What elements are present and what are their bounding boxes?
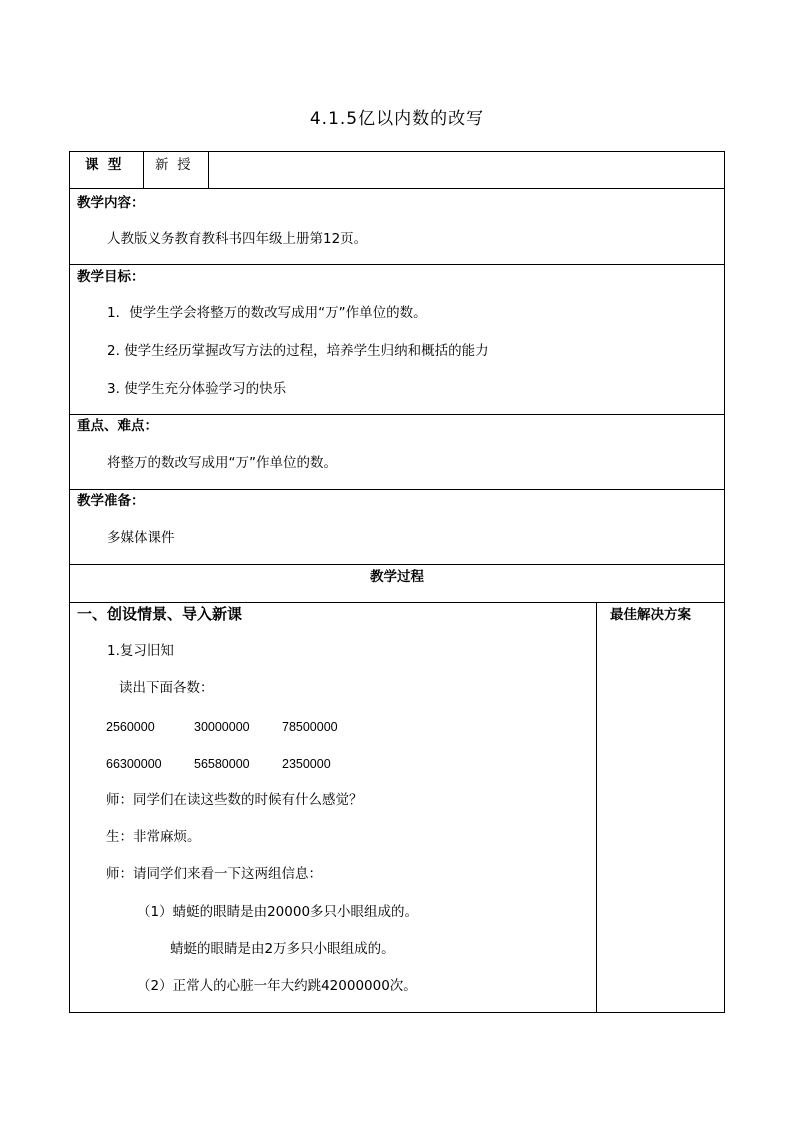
lesson-type-value: 新 授: [155, 157, 191, 173]
keypoints-heading: 重点、难点：: [77, 418, 158, 434]
goals-heading: 教学目标：: [77, 269, 145, 285]
process-heading: 教学过程: [370, 569, 424, 585]
table-border-top: [69, 151, 725, 152]
cell-divider: [143, 151, 144, 188]
section-title: 一、创设情景、导入新课: [77, 605, 243, 623]
goal-item: 2. 使学生经历掌握改写方法的过程，培养学生归纳和概括的能力: [107, 343, 489, 359]
number-item: 2350000: [282, 757, 331, 771]
prep-text: 多媒体课件: [107, 530, 175, 546]
row-divider: [69, 414, 725, 415]
goal-item: 3. 使学生充分体验学习的快乐: [107, 381, 287, 397]
number-item: 30000000: [194, 720, 250, 734]
column-divider: [596, 602, 597, 1013]
student-answer: 生：非常麻烦。: [106, 829, 201, 845]
cell-divider: [208, 151, 209, 188]
read-prompt: 读出下面各数：: [119, 680, 214, 696]
lesson-plan-table: [69, 151, 725, 1013]
number-item: 2560000: [106, 720, 155, 734]
side-heading: 最佳解决方案: [610, 607, 691, 623]
number-item: 78500000: [282, 720, 338, 734]
info-line: （2）正常人的心脏一年大约跳42000000次。: [137, 978, 417, 994]
keypoints-text: 将整万的数改写成用“万”作单位的数。: [107, 455, 337, 471]
lesson-type-label: 课 型: [85, 157, 122, 173]
teacher-question: 师：同学们在读这些数的时候有什么感觉？: [106, 792, 363, 808]
number-item: 56580000: [194, 757, 250, 771]
document-title: 4.1.5亿以内数的改写: [309, 109, 485, 129]
row-divider: [69, 602, 725, 603]
row-divider: [69, 564, 725, 565]
info-line: 蜻蜓的眼睛是由2万多只小眼组成的。: [170, 941, 395, 957]
info-line: （1）蜻蜓的眼睛是由20000多只小眼组成的。: [137, 904, 419, 920]
prep-heading: 教学准备：: [77, 493, 145, 509]
table-border-bottom: [69, 1012, 725, 1013]
row-divider: [69, 188, 725, 189]
review-label: 1.复习旧知: [107, 643, 174, 659]
teacher-question: 师：请同学们来看一下这两组信息：: [106, 866, 322, 882]
goal-item: 1．使学生学会将整万的数改写成用“万”作单位的数。: [107, 305, 427, 321]
row-divider: [69, 264, 725, 265]
content-heading: 教学内容：: [77, 195, 145, 211]
number-item: 66300000: [106, 757, 162, 771]
content-text: 人教版义务教育教科书四年级上册第12页。: [107, 231, 368, 247]
row-divider: [69, 489, 725, 490]
